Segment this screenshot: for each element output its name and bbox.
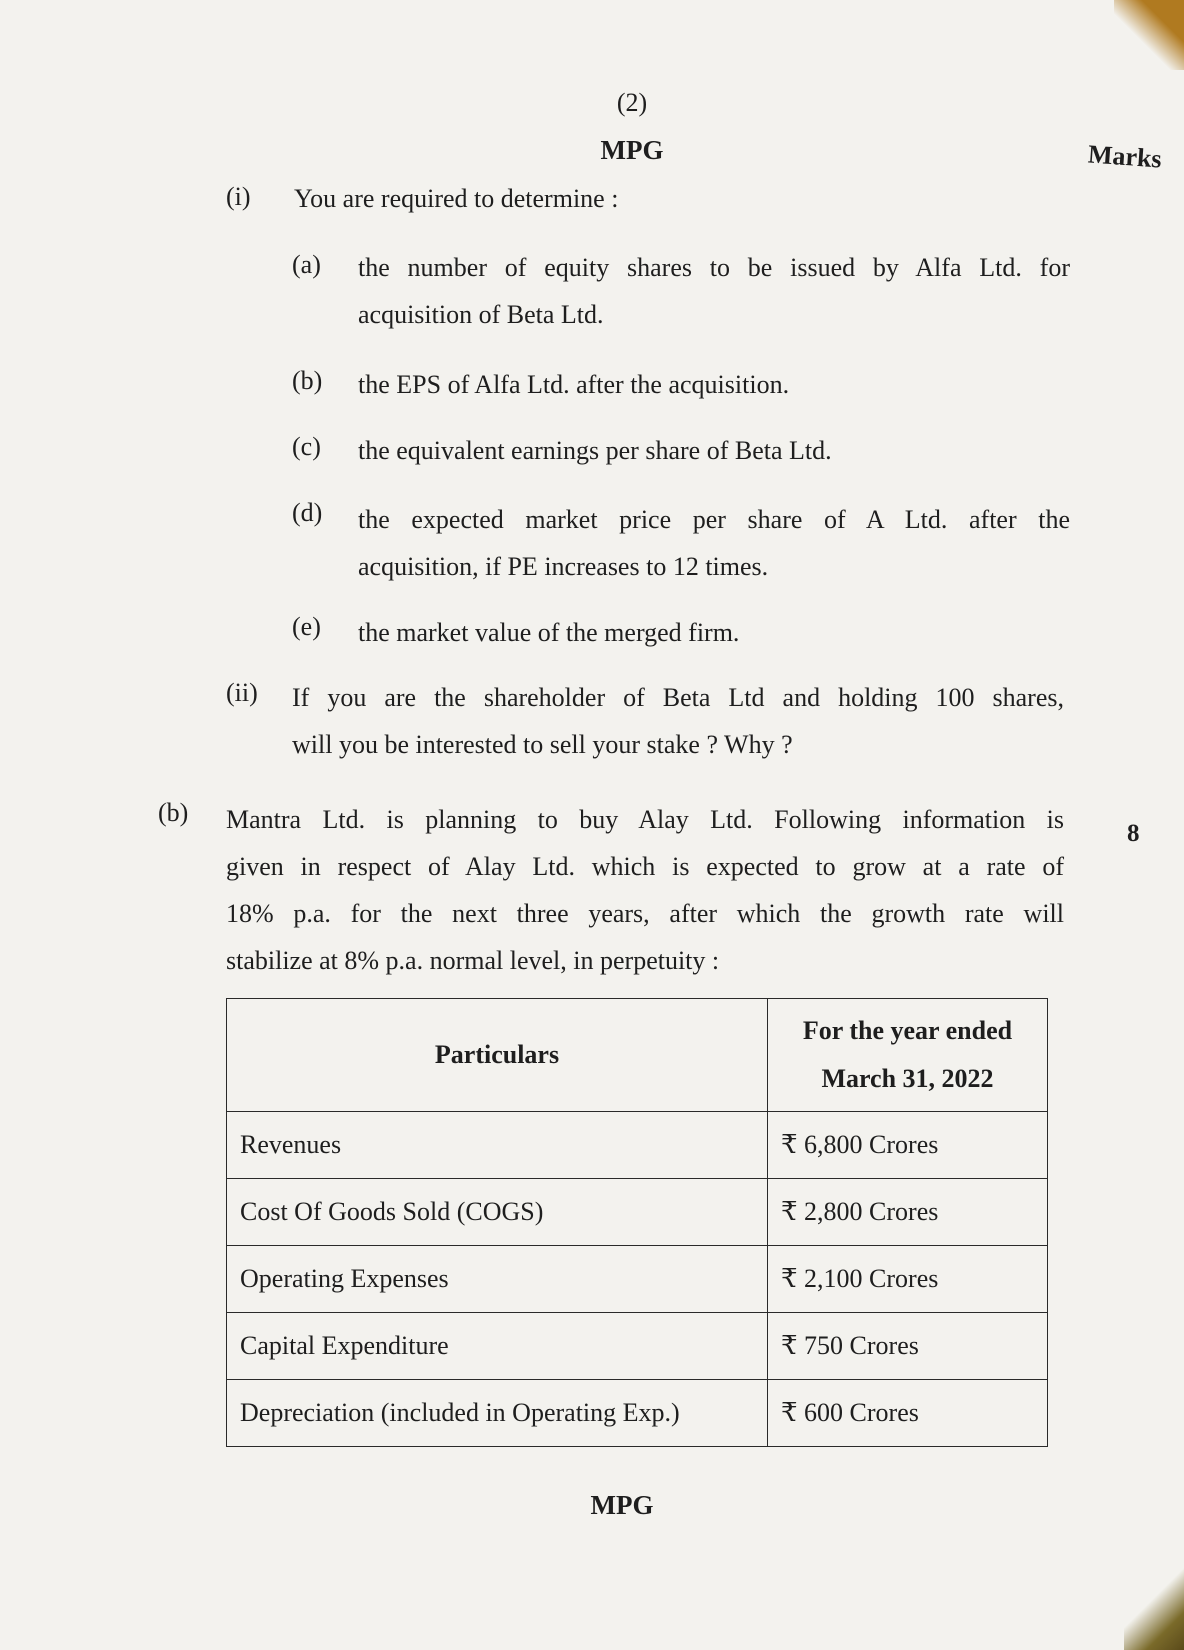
page-corner-shadow-bottom: [1124, 1560, 1184, 1650]
table-row: [227, 1179, 1048, 1246]
row-particular: Operating Expenses: [227, 1246, 768, 1313]
part-i-intro: You are required to determine :: [294, 184, 619, 213]
part-b-marks: 8: [1127, 820, 1140, 847]
item-e-label: (e): [292, 612, 321, 641]
part-b-label: (b): [158, 798, 189, 827]
header-year: [768, 999, 1048, 1112]
row-particular: Revenues: [227, 1112, 768, 1179]
item-d-label: (d): [292, 498, 323, 527]
part-ii-label: (ii): [226, 678, 258, 707]
header-year-line1: For the year ended: [802, 1016, 1013, 1045]
header-year-line2: March 31, 2022: [821, 1064, 994, 1093]
item-c-text: the equivalent earnings per share of Beta Ltd.: [358, 436, 832, 465]
item-a-text: [358, 244, 1070, 338]
table-header-row: [227, 999, 1048, 1112]
part-b-line3: 18% p.a. for the next three years, after which the growth rate will: [226, 899, 1064, 928]
item-e-text: the market value of the merged firm.: [358, 618, 740, 647]
row-particular: Capital Expenditure: [227, 1313, 768, 1380]
alay-financials-table: [226, 998, 1048, 1447]
part-i-label: (i): [226, 182, 251, 211]
item-b-text: the EPS of Alfa Ltd. after the acquisition.: [358, 370, 790, 399]
page-number: (2): [616, 88, 648, 117]
row-value: ₹ 2,100 Crores: [768, 1246, 1048, 1313]
header-particulars: Particulars: [227, 999, 768, 1112]
part-b-line4: stabilize at 8% p.a. normal level, in perpetuity :: [226, 946, 720, 975]
item-a-line1: the number of equity shares to be issued by Alfa Ltd. for: [358, 253, 1070, 282]
table-row: [227, 1380, 1048, 1447]
item-b-label: (b): [292, 366, 323, 395]
item-d-line1: the expected market price per share of A Ltd. after the: [358, 505, 1070, 534]
page-corner-shadow: [1114, 0, 1184, 70]
item-d-text: [358, 496, 1070, 590]
item-c-label: (c): [292, 432, 321, 461]
row-value: ₹ 600 Crores: [768, 1380, 1048, 1447]
part-ii-line2: will you be interested to sell your stake ? Why ?: [292, 730, 793, 759]
item-a-line2: acquisition of Beta Ltd.: [358, 300, 604, 329]
row-value: ₹ 6,800 Crores: [768, 1112, 1048, 1179]
footer-paper-code: MPG: [590, 1490, 654, 1520]
item-a-label: (a): [292, 250, 321, 279]
item-d-line2: acquisition, if PE increases to 12 times.: [358, 552, 769, 581]
table-row: [227, 1112, 1048, 1179]
row-particular: Cost Of Goods Sold (COGS): [227, 1179, 768, 1246]
part-b-line2: given in respect of Alay Ltd. which is expected to grow at a rate of: [226, 852, 1064, 881]
marks-heading: Marks: [1087, 139, 1163, 174]
part-b-line1: Mantra Ltd. is planning to buy Alay Ltd. Following information is: [226, 805, 1064, 834]
table-row: [227, 1313, 1048, 1380]
part-ii-text: [292, 674, 1064, 768]
row-value: ₹ 2,800 Crores: [768, 1179, 1048, 1246]
row-particular: Depreciation (included in Operating Exp.): [227, 1380, 768, 1447]
paper-code: MPG: [600, 135, 664, 165]
table-row: [227, 1246, 1048, 1313]
part-b-text: [226, 796, 1064, 984]
row-value: ₹ 750 Crores: [768, 1313, 1048, 1380]
part-ii-line1: If you are the shareholder of Beta Ltd and holding 100 shares,: [292, 683, 1064, 712]
